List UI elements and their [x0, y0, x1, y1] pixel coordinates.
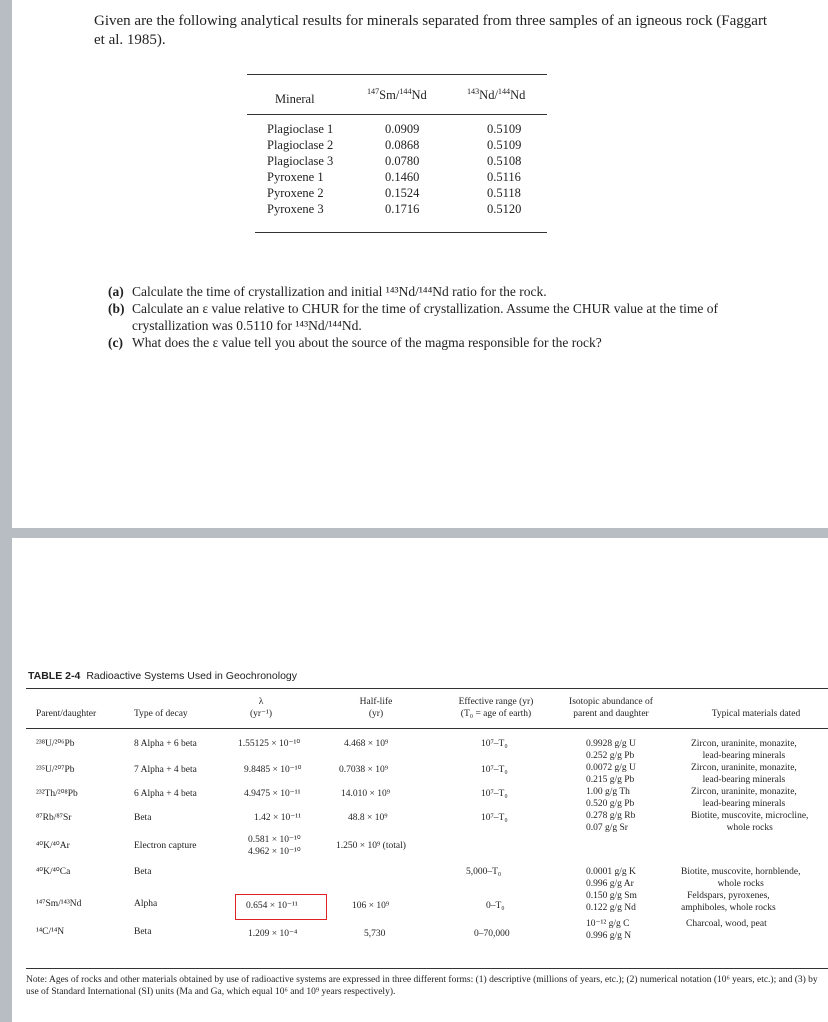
range-value: 10⁷–T₀ — [481, 789, 508, 799]
col-decay: Type of decay — [134, 709, 188, 719]
decay-type: Electron capture — [134, 841, 197, 851]
range-value: 10⁷–T₀ — [481, 739, 508, 749]
decay-type: Beta — [134, 927, 152, 937]
abundance-value: 0.278 g/g Rb 0.07 g/g Sr — [586, 811, 636, 833]
table24-title: TABLE 2-4 Radioactive Systems Used in Geochronology — [28, 670, 297, 682]
abundance-value: 0.0072 g/g U 0.215 g/g Pb — [586, 763, 636, 785]
question-c: (c) What does the ε value tell you about the source of the magma responsible for the rock? — [108, 335, 602, 350]
halflife-value: 1.250 × 10⁹ (total) — [336, 841, 406, 851]
table-top-rule — [247, 74, 547, 75]
materials-value: Charcoal, wood, peat — [686, 919, 767, 929]
abundance-value: 0.9928 g/g U 0.252 g/g Pb — [586, 739, 636, 761]
header-rule — [247, 114, 547, 115]
materials-value: Zircon, uraninite, monazite, lead-bearing minerals — [691, 739, 797, 761]
header-sm-nd: $^{147}$Sm/$^{144}$Nd — [367, 86, 427, 102]
table24-header-rule — [26, 728, 828, 729]
table-row: Plagioclase 1 0.0909 0.5109 — [267, 122, 522, 136]
abundance-value: 1.00 g/g Th 0.520 g/g Pb — [586, 787, 635, 809]
decay-type: 7 Alpha + 4 beta — [134, 765, 197, 775]
lambda-value: 1.42 × 10⁻¹¹ — [254, 813, 301, 823]
halflife-value: 4.468 × 10⁹ — [344, 739, 389, 749]
range-value: 10⁷–T₀ — [481, 813, 508, 823]
col-parent: Parent/daughter — [36, 709, 97, 719]
lambda-value: 9.8485 × 10⁻¹⁰ — [244, 765, 302, 775]
decay-type: 6 Alpha + 4 beta — [134, 789, 197, 799]
table-row: Pyroxene 1 0.1460 0.5116 — [267, 170, 521, 184]
col-halflife: Half-life (yr) — [359, 697, 393, 719]
range-value: 5,000–T₀ — [466, 867, 502, 877]
questions — [108, 283, 768, 351]
question-b: (b) Calculate an ε value relative to CHUR for the time of crystallization. Assume the CHUR value at the time of crystallization was 0.5110 for ¹⁴³Nd/¹⁴⁴Nd. — [108, 301, 719, 333]
mineral-table — [247, 74, 547, 234]
question-a: (a) Calculate the time of crystallization and initial ¹⁴³Nd/¹⁴⁴Nd ratio for the rock. — [108, 284, 547, 299]
decay-type: Alpha — [134, 899, 158, 909]
table-row: ²³⁵U/²⁰⁷Pb — [36, 765, 75, 775]
halflife-value: 106 × 10⁹ — [352, 901, 390, 911]
table-row: ²³²Th/²⁰⁸Pb — [36, 789, 78, 799]
table24-bottom-rule — [26, 968, 828, 969]
table24-panel — [12, 538, 828, 1022]
lambda-value: 4.9475 × 10⁻¹¹ — [244, 789, 301, 799]
lambda-value: 1.209 × 10⁻⁴ — [248, 929, 298, 939]
table-row: Plagioclase 2 0.0868 0.5109 — [267, 138, 522, 152]
materials-value: Biotite, muscovite, hornblende, whole rocks — [681, 867, 801, 889]
col-range: Effective range (yr) (T₀ = age of earth) — [458, 697, 534, 719]
table-row: Pyroxene 2 0.1524 0.5118 — [267, 186, 521, 200]
materials-value: Feldspars, pyroxenes, amphiboles, whole rocks — [681, 891, 776, 913]
materials-value: Biotite, muscovite, microcline, whole rocks — [691, 811, 809, 833]
range-value: 0–T₀ — [486, 901, 505, 911]
col-abundance: Isotopic abundance of parent and daughter — [569, 697, 653, 719]
table-row: Pyroxene 3 0.1716 0.5120 — [267, 202, 522, 216]
halflife-value: 48.8 × 10⁹ — [348, 813, 388, 823]
table-row: ⁴⁰K/⁴⁰Ar — [36, 841, 70, 851]
decay-type: 8 Alpha + 6 beta — [134, 739, 197, 749]
abundance-value: 0.0001 g/g K 0.996 g/g Ar — [586, 867, 636, 889]
table-row: Plagioclase 3 0.0780 0.5108 — [267, 154, 522, 168]
lambda-value: 1.55125 × 10⁻¹⁰ — [238, 739, 301, 749]
table24-top-rule — [26, 688, 828, 689]
range-value: 10⁷–T₀ — [481, 765, 508, 775]
range-value: 0–70,000 — [474, 929, 510, 939]
decay-type: Beta — [134, 867, 152, 877]
halflife-value: 0.7038 × 10⁹ — [339, 765, 389, 775]
abundance-value: 10⁻¹² g/g C 0.996 g/g N — [586, 919, 632, 941]
col-lambda: λ (yr⁻¹) — [249, 697, 273, 719]
table-row: ¹⁴C/¹⁴N — [36, 927, 65, 937]
table-row: ⁴⁰K/⁴⁰Ca — [36, 867, 71, 877]
lambda-value: 0.654 × 10⁻¹¹ — [246, 901, 298, 911]
table-row: ¹⁴⁷Sm/¹⁴³Nd — [36, 899, 82, 909]
halflife-value: 14.010 × 10⁹ — [341, 789, 391, 799]
problem-intro: Given are the following analytical results for minerals separated from three samples of an igneous rock (Faggart et al. 1985). — [94, 13, 768, 48]
col-materials: Typical materials dated — [711, 709, 801, 719]
materials-value: Zircon, uraninite, monazite, lead-bearing minerals — [691, 787, 797, 809]
problem-panel — [12, 0, 828, 528]
table-bottom-rule — [255, 232, 547, 233]
table24 — [26, 688, 828, 973]
abundance-value: 0.150 g/g Sm 0.122 g/g Nd — [586, 891, 637, 913]
halflife-value: 5,730 — [364, 929, 386, 939]
table-row: ²³⁸U/²⁰⁶Pb — [36, 739, 75, 749]
table24-note: Note: Ages of rocks and other materials obtained by use of radioactive systems are expressed in three different forms: (1) descriptive (millions of years, etc.); (2) numerical notation (10⁶ years, etc.); and (3) by use of Standard International (SI) units (Ma and Ga, which equal 10⁶ and 10⁹ years respectively). — [26, 975, 818, 997]
materials-value: Zircon, uraninite, monazite, lead-bearing minerals — [691, 763, 797, 785]
header-nd-nd: $^{143}$Nd/$^{144}$Nd — [467, 86, 526, 102]
decay-type: Beta — [134, 813, 152, 823]
lambda-value: 0.581 × 10⁻¹⁰ 4.962 × 10⁻¹⁰ — [248, 835, 301, 857]
table-row: ⁸⁷Rb/⁸⁷Sr — [36, 813, 72, 823]
header-mineral: Mineral — [275, 92, 315, 106]
